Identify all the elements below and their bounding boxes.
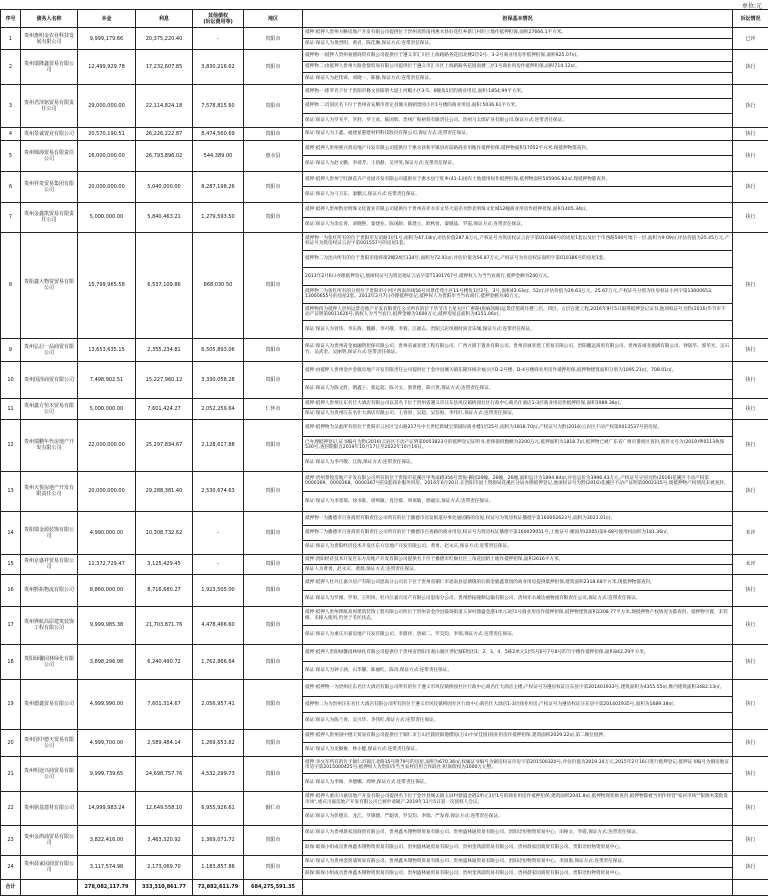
table-row <box>1 679 768 696</box>
guarantee-detail: 保证:保证人为龙佩俊、林小健,保证方式:连带责任保证。 <box>303 743 733 757</box>
table-row <box>1 729 768 743</box>
litigation-status: 已评 <box>733 28 768 50</box>
debtor-name: 贵州铭基建材有限公司 <box>21 791 78 825</box>
interest-value: 10,308,732.62 <box>136 511 193 554</box>
interest-value: 3,463,320.92 <box>136 825 193 855</box>
guarantee-detail: 抵押:抵押人贵州铧航高原建筑装饰工程有限公司所位于贵州省金沙县鼓场街道玉屏村鼎盛金港1单元3层1号商业用房作抵押担保,抵押物建筑面积2308.77平方米,现抵押物产权情况为都查封。抵押物空置、未装修、未移入使用,仍处于毛坯状态。 <box>303 606 733 625</box>
row-number: 14 <box>1 511 21 554</box>
interest-value: 15,227,960.12 <box>136 361 193 398</box>
guarantee-detail: 抵押:抵押人贵州方略房地产开发有限公司提供位于贵州省黔南州惠水县好花红乡新门村的土地作抵押担保,面积27666.1平方米。 <box>303 28 733 39</box>
row-number: 5 <box>1 140 21 171</box>
table-row <box>1 855 768 867</box>
total-row <box>1 879 768 895</box>
principal-value: 16,000,000.00 <box>78 140 136 171</box>
guarantee-detail: 已办理抵押登记,证书编号为黔(2016)云岩区不动产证明第0053823号的抵押登记证明书,担保债权数额为2200万元,抵押面积为1818.7㎡,抵押物已被广东省广州市番禺区查封,查封文号为(2019)粤0113执保530号,查封期限自2019年10月17日至2022年10月16日。 <box>303 437 733 454</box>
interest-value: 6,537,109.86 <box>136 232 193 338</box>
region: 贵阳市 <box>244 606 303 644</box>
guarantee-detail: 保证:保证人为刁卫东、秦鹏云,保证方式:连带责任保证。 <box>303 187 733 203</box>
header-status: 诉讼情况 <box>733 10 768 28</box>
litigation-status: 执行 <box>733 140 768 171</box>
debtor-name: 贵州明途兴商贸易有限公司 <box>21 756 78 791</box>
guarantee-detail: 抵押物一:抵押人贵州豪德商贸有限公司提供位于遵义市汇川区上海路路各花园北楼2层2号、3-2号商业用房作抵押担保,面积925.07㎡。 <box>303 50 733 62</box>
principal-value: 9,999,179.66 <box>78 28 136 50</box>
debtor-name: 贵州国泽商贸有限公司 <box>21 361 78 398</box>
guarantee-detail: 保证:保证人为罗刚、罗勇、王明凤、杜丹江嘉兴房产有限公司思南分公司、贵州黔拓隆顺运输有限公司、贵州赤水城达丽物流有限责任公司,保证方式:连带责任保证。 <box>303 590 733 606</box>
row-number: 15 <box>1 554 21 574</box>
region: 贵阳市 <box>244 574 303 606</box>
row-number: 16 <box>1 574 21 606</box>
principal-value: 22,000,000.00 <box>78 419 136 471</box>
litigation-status: 执行 <box>733 398 768 419</box>
row-number: 4 <box>1 127 21 140</box>
table-row <box>1 84 768 98</box>
guarantee-detail: 抵押物一:係罗名下位于贵阳市修文县阳明大道上河畈小区3-5、6幢负1层的商业用房,面积:1854.99平方米。 <box>303 84 733 98</box>
table-row <box>1 756 768 774</box>
principal-value: 20,000,000.00 <box>78 471 136 511</box>
other-claims-value: 6,955,926.61 <box>193 791 244 825</box>
guarantee-detail: 保证:保证人为赵文鹏、李舜芳、王俏静、吴世英,保证方式:连带责任保证。 <box>303 156 733 172</box>
interest-value: 2,355,234.81 <box>136 338 193 361</box>
guarantee-detail: 抵押:抵押人贵阳绿馨园林绿化有限公司提供位于贵州省贵阳市观山湖区世纪城E组团1、2、3、4、5栋2单元1层5号6号7号8号的写字楼作抵押担保,面积842.29平方米。 <box>303 644 733 662</box>
guarantee-detail: 抵押物一为张红所有的位于贵阳市友谊路1层1号,面积为47.18㎡,评估价值287.8万元,产权证号为筑房权证云岩字第010386号的房屋1套以及位于市西路590号地下一层,面积为9.09㎡,评估价值为25.45万元,产权证号为筑房权证云岩字第001557号的房屋1套。 <box>303 232 733 250</box>
total-empty <box>733 879 768 895</box>
interest-value: 2,173,069.70 <box>136 855 193 879</box>
principal-value: 12,499,929.78 <box>78 50 136 85</box>
interest-value: 6,240,490.72 <box>136 644 193 679</box>
guarantee-detail: 抵押:贵州景悦房地产开发有限公司所有的位于贵阳市花溪区甲秀南路356号景悦·御园26幢、26幢、26幢,面积总计为1894.84㎡,评估总价为3996.43万元,产权证号分别为黔(2016)花溪区不动产权第0000369、0000368、0000367号的3套商业服务用房。2016年6月20日,在贵阳市国土资源局花溪区分局办理抵押登记,他项权证号为黔(2016)花溪区不动产证明第0002315号,现抵押物产权情况未被查封。 <box>303 471 733 491</box>
table-row <box>1 398 768 409</box>
litigation-status: 执行 <box>733 644 768 679</box>
guarantee-detail: 抵押物三为张红所有的分别位于贵阳市小河区西南环线56号风景佳苑小区11号楼负1层2号、3号,面积43.63㎡、52㎡,评估价值为29.63万元、25.67万元,产权证号分别为住房权证小河字第13000653、13000655号的房屋2套。2013年2月7日办理抵押登记,抵押权人为贵阳市当当农商行,抵押金额为40万元。 <box>303 285 733 303</box>
debtor-name: 贵州景诚置业有限公司 <box>21 127 78 140</box>
litigation-status: 执行 <box>733 679 768 729</box>
other-claims-value: 8,474,560.69 <box>193 127 244 140</box>
debtor-name: 贵州金鑫凯贸易有限责任公司 <box>21 202 78 232</box>
total-principal: 278,082,117.79 <box>78 879 136 895</box>
row-number: 8 <box>1 232 21 338</box>
principal-value: 8,860,000.00 <box>78 574 136 606</box>
principal-value: 4,999,990.00 <box>78 679 136 729</box>
table-row <box>1 825 768 840</box>
row-number: 3 <box>1 84 21 127</box>
other-claims-value: 2,052,259.64 <box>193 398 244 419</box>
table-row <box>1 361 768 380</box>
region: 贵阳市 <box>244 511 303 554</box>
guarantee-detail: 保证:保证人为贵州晨家园商贸有限公司、贵州鑫木翔物资贸易有限公司、贵州盛林通贸易有限公司、贵阳诠恒物资贸易中心、田俊文、罗霞,保证方式:连带责任保证。 <box>303 825 733 840</box>
region: 贵阳市 <box>244 729 303 756</box>
other-claims-value: - <box>193 554 244 574</box>
region: 贵阳市 <box>244 127 303 140</box>
row-number: 1 <box>1 28 21 50</box>
debtor-name: 贵阳鑫大物资贸易有限公司 <box>21 232 78 338</box>
litigation-status: 未评 <box>733 511 768 554</box>
other-claims-value: 4,478,466.60 <box>193 606 244 644</box>
principal-value: 3,898,296.98 <box>78 644 136 679</box>
row-number: 11 <box>1 398 21 419</box>
debtor-name: 贵州祥贵贸易集团有限公司 <box>21 171 78 202</box>
region: 贵阳市 <box>244 202 303 232</box>
guarantee-detail: 抵押:抵押人杜丹江嘉兴房产有限公司思南分公司名下位于贵州省铜仁市思南县思塘镇的后街金鹿鑫景园的商业用房提供抵押担保,建筑面积2318.68平方米,现抵押物都查封。 <box>303 574 733 590</box>
litigation-status: 执行 <box>733 361 768 398</box>
guarantee-detail: 保证:保证人为罗先平、罗舒、罗上欢、陈国辉、贵州广和裕贸有限责任公司、贵州马太郎矿业有限公司,保证方式:连带责任保证。 <box>303 113 733 127</box>
litigation-status: 执行 <box>733 574 768 606</box>
debtor-name: 贵州惠明金农业科技发展有限公司 <box>21 28 78 50</box>
debtor-name: 贵阳瑞金源装饰有限公司 <box>21 511 78 554</box>
other-claims-value: 868,030.50 <box>193 232 244 338</box>
other-claims-value: 1,762,866.64 <box>193 644 244 679</box>
guarantee-detail: 保证人为黄勇、赵永庆、黄群,保证方式:连带责任保证。 <box>303 564 733 574</box>
guarantee-detail: 保证:保证人为黄晋明、黄君、陈佳琳,保证方式:连带责任保证。 <box>303 39 733 50</box>
litigation-status: 执行 <box>733 756 768 791</box>
other-claims-value: 1,269,653.82 <box>193 729 244 756</box>
table-row <box>1 171 768 187</box>
guarantee-detail: 联保:联保小组成员贵州鑫木翔物资贸易有限公司、贵州盛林通贸易有限公司、贵州金鸿浦贸易有限公司、贵州晨家园商贸有限公司、贵阳诠恒物资贸易中心。 <box>303 867 733 879</box>
row-number: 24 <box>1 855 21 879</box>
debtor-name: 贵州晨家园商贸有限公司 <box>21 855 78 879</box>
table-row <box>1 419 768 436</box>
table-row <box>1 511 768 525</box>
guarantee-detail: 保证:保证人为重庆川嘉房地产开发有限公司、李鼎祥、唐硕二、罗昊均、李瑞,保证方式:连带责任保证。 <box>303 625 733 644</box>
principal-value: 11,372,729.47 <box>78 554 136 574</box>
principal-value: 13,653,635.15 <box>78 338 136 361</box>
total-interest: 333,310,861.77 <box>136 879 193 895</box>
principal-value: 4,999,700.00 <box>78 729 136 756</box>
row-number: 12 <box>1 419 21 471</box>
region: 铜仁市 <box>244 791 303 825</box>
debtor-name: 贵州金鸿浦贸易有限公司 <box>21 825 78 855</box>
guarantee-detail: 抵押物二为沈兵所有的位于贵阳市指挥街2幢24层134号,面积为72.91㎡,评估价值为56.87万元,产权证号为住房权证南明字第010386号的房屋1套。 <box>303 250 733 268</box>
other-claims-value: 1,369,071.72 <box>193 825 244 855</box>
region: 惠水县 <box>244 140 303 171</box>
interest-value: 12,649,558.10 <box>136 791 193 825</box>
other-claims-value: - <box>193 511 244 554</box>
guarantee-detail: 保证:保证人为李景瑞、徐书淮、周鸣敏、肖臣群、周承敏、郭福宗,保证方式:连带责任保证。 <box>303 491 733 511</box>
header-debtor: 债务人名称 <box>21 10 78 28</box>
region: 贵阳市 <box>244 50 303 85</box>
guarantee-detail: 联保:联保小组成员贵州鑫木翔物资贸易有限公司、贵州盛林通贸易有限公司、贵州金鸿浦贸易有限公司、贵州晨家园商贸有限公司、贵阳诠恒物资贸易中心。 <box>303 840 733 855</box>
row-number: 13 <box>1 471 21 511</box>
other-claims-value: 2,530,674.63 <box>193 471 244 511</box>
litigation-status: 执行 <box>733 50 768 85</box>
guarantee-detail: 保证:保证人为余长青、刘晓艳、秦建业、陈国龄、陈建立、欧秋恒、秦晓晶、罗霞,保证方式:连带责任保证。 <box>303 217 733 232</box>
principal-value: 29,000,000.00 <box>78 84 136 127</box>
region: 贵阳市 <box>244 84 303 127</box>
other-claims-value: 2,128,617.88 <box>193 419 244 471</box>
table-row <box>1 644 768 662</box>
principal-value: 20,570,190.51 <box>78 127 136 140</box>
litigation-status: 执行 <box>733 729 768 756</box>
principal-value: 7,498,902.51 <box>78 361 136 398</box>
guarantee-detail: 抵押:抵押人重庆川嘉房地产开发有限公司提供名下位于金沙县城关镇玉屏村鼎盛金港1单元1层1号的商业用房作抵押担保,建筑面积2041.8㎡,抵押物现状被查封,抵押物都被当用作经营"家居市场""银源木業批发市场",重庆川嘉房地产开发有限公司已被申请破产,2019年11月5日第一次债权人会议。 <box>303 791 733 808</box>
guarantee-detail: 保证:保证人为赵伟舜、刘晓一、陈静,保证方式:连带责任保证。 <box>303 73 733 85</box>
debtor-name: 贵州德鑫贸易有限公司 <box>21 679 78 729</box>
guarantee-detail: 保证:保证人为李俊、李德娜、周婷,保证方式:连带责任保证。 <box>303 774 733 792</box>
interest-value: 17,232,607.85 <box>136 50 193 85</box>
other-claims-value: 1,183,857.88 <box>193 855 244 879</box>
row-number: 22 <box>1 791 21 825</box>
guarantee-detail: 抵押:抵押人贵州宁旺源花卉产业园开发有限公司提供位于惠水县宁旺乡(41-1)国有土地使用权作抵押担保,抵押物面积505906.82㎡,现抵押物都查封。 <box>303 171 733 187</box>
litigation-status: 执行 <box>733 471 768 511</box>
table-row <box>1 28 768 39</box>
row-number: 21 <box>1 756 21 791</box>
guarantee-detail: 保证:保证人为贵州金鸿浦贸易有限公司、贵州鑫木翔物资贸易有限公司、贵州盛林通贸易有限公司、贵阳诠恒物资贸易中心、李国康,保证方式:连带责任保证。 <box>303 855 733 867</box>
header-other: 其他债权 (诉讼费用等) <box>193 10 244 28</box>
debtor-name: 贵州黔拓物流有限公司 <box>21 574 78 606</box>
table-row <box>1 127 768 140</box>
other-claims-value: 8,287,198.26 <box>193 171 244 202</box>
guarantee-detail: 保证:保证人为贵州省金福融资担保有限公司、贵州省诚亚建工程有限公司、广西方圆丰置业有限公司、贵州省诚亚建工贸易有限公司、贵阳鹏远商贸有限公司、贵州省诚亚烟酒有限公司、钟韬华、郭华光、吴石竹、吴武金、吴丽明,保证方式:连带责任保证。 <box>303 338 733 361</box>
interest-value: 29,288,381.40 <box>136 471 193 511</box>
table-header <box>1 10 768 28</box>
table-row <box>1 791 768 808</box>
guarantee-detail: 保证:保证人为彭德友、龙江、罗锦德、严聪勇、罗昊均、李瑞、严发春,保证方式:连带责任保证。 <box>303 808 733 825</box>
debtor-name: 贵州瑞隆鑫贸易有限公司 <box>21 50 78 85</box>
interest-value: 5,840,463.21 <box>136 202 193 232</box>
principal-value: 14,999,983.24 <box>78 791 136 825</box>
interest-value: 20,375,220.40 <box>136 28 193 50</box>
region: 贵阳市 <box>244 644 303 679</box>
principal-value: 15,799,965.58 <box>78 232 136 338</box>
header-no: 序号 <box>1 10 21 28</box>
region: 贵阳市 <box>244 28 303 50</box>
table-row <box>1 471 768 491</box>
principal-value: 9,999,739.65 <box>78 756 136 791</box>
table-row <box>1 50 768 62</box>
principal-value: 9,999,985.38 <box>78 606 136 644</box>
table-row <box>1 574 768 590</box>
header-principal: 本金 <box>78 10 136 28</box>
debtor-name: 贵州国中德天贸易有限公司 <box>21 729 78 756</box>
guarantee-detail: 抵押:贵阳经济技术开发区东方房地产开发有限公司提供名下位于播德市红枫社区三角花园的土地作抵押担保,面积2616平方米。 <box>303 554 733 564</box>
interest-value: 8,716,680.27 <box>136 574 193 606</box>
row-number: 20 <box>1 729 21 756</box>
interest-value: 7,601,424.27 <box>136 398 193 419</box>
table-row <box>1 140 768 156</box>
total-other: 72,882,611.79 <box>193 879 244 895</box>
region: 贵阳市 <box>244 171 303 202</box>
region: 贵阳市 <box>244 338 303 361</box>
principal-value: 5,000,000.00 <box>78 202 136 232</box>
guarantee-detail: 保证:保证人为贵州汪东名仕大酒店有限公司、王春原、吴超、吴信海、李伟红,保证方式:连带责任保证。 <box>303 409 733 420</box>
guarantee-detail: 保证:保证人为李可敬、江海,保证方式:连带责任保证。 <box>303 454 733 471</box>
interest-value: 5,040,000.00 <box>136 171 193 202</box>
region: 贵阳市 <box>244 419 303 471</box>
litigation-status: 执行 <box>733 419 768 471</box>
row-number: 18 <box>1 644 21 679</box>
row-number: 19 <box>1 679 21 729</box>
litigation-status: 执行 <box>733 338 768 361</box>
other-claims-value: 3,330,058.28 <box>193 361 244 398</box>
interest-value: 21,703,871.76 <box>136 606 193 644</box>
table-row <box>1 606 768 625</box>
guarantee-detail: 抵押:由抵押人贵州金沙金敏房地产开发有限责任公司提供位于金沙县城关镇东隆环线幸福小区D-2号楼、D-4号楼商业用房作抵押担保,抵押物建筑面积分别为1095.21㎡、708.01㎡。 <box>303 361 733 380</box>
principal-value: 5,000,000.00 <box>78 398 136 419</box>
other-claims-value: 7,578,815.60 <box>193 84 244 127</box>
guarantee-detail: 抵押:抵押人贵州惠兴鸿房地产开发有限公司提供位于惠水县和平镇县府前路商业用地作抵押担保,抵押物面积17052平方米,现抵押物都查封。 <box>303 140 733 156</box>
debtor-name: 贵州君泽铭贸易有限责任公司 <box>21 84 78 127</box>
guarantee-detail: 保证:保证人为陈文胜、钢鑫子、蔡远超、陈兴文、郭贵德、陈兴贵,保证方式:连带责任保证。 <box>303 380 733 399</box>
interest-value: 3,125,429.45 <box>136 554 193 574</box>
debtor-name: 贵州鑫方恒木贸易有限公司 <box>21 398 78 419</box>
region: 贵阳市 <box>244 554 303 574</box>
unit-label: 单位:元 <box>741 3 762 10</box>
debtor-name: 贵州天悦房地产开发有限责任公司 <box>21 471 78 511</box>
litigation-status: 执行 <box>733 791 768 825</box>
other-claims-value: 6,505,893.06 <box>193 338 244 361</box>
guarantee-detail: 抵押物二为播德市百喜商贸有限责任公司所有的位于播德市百喜路的商业用房,权证号为筑房权证播德字第160029051号,土地证号:播国用(2005)第II-68号使用权面积为181.36㎡。 <box>303 526 733 540</box>
region: 仁怀市 <box>244 398 303 419</box>
row-number: 6 <box>1 171 21 202</box>
guarantee-detail: 抵押物四为抵押人贵州远景房地产开发有限责任公司所有的位于毕节市七星关区广惠路(原麻园路)远景佳苑商住楼三层、四层、五层在建工程,2016年9月5日取得抵押登记证书,他项权证号为黔(2016)毕节市不动产证明第0011626号,债权人为当当农行,抵押金额为1600万元,抵押房屋总面积为4151.06㎡。 <box>303 303 733 321</box>
principal-value: 3,117,574.98 <box>78 855 136 879</box>
table-row <box>1 202 768 217</box>
guarantee-detail: 抵押:抵押物为吴彪所有的位于贵阳市云岩区宝山路217号中天世纪新城宝瑞国际商业楼1层25号,面积为1818.70㎡,产权证号为黔(2016)云岩区不动产权第0013537号的房屋。 <box>303 419 733 436</box>
guarantee-detail: 保证:保证人为陈兰春、吴兴华、李伟红,保证方式:连带责任保证。 <box>303 713 733 730</box>
debtor-name: 贵州锦海贸易有限责任公司 <box>21 140 78 171</box>
region: 贵阳市 <box>244 825 303 855</box>
total-empty <box>21 879 78 895</box>
region: 贵阳市 <box>244 471 303 511</box>
table-row <box>1 232 768 250</box>
interest-value: 26,793,896.02 <box>136 140 193 171</box>
debtor-name: 贵州铧航高原建筑装饰工程有限公司 <box>21 606 78 644</box>
guarantee-detail: 2013年2月6日办理抵押登记,他项权证号为筑房他证云岩字第T1301767号,抵押权人为当当农商行,抵押金额为240万元。 <box>303 268 733 286</box>
litigation-status: 执行 <box>733 825 768 855</box>
principal-value: 20,000,000.00 <box>78 171 136 202</box>
row-number: 23 <box>1 825 21 855</box>
litigation-status: 执行 <box>733 202 768 232</box>
other-claims-value: 1,279,593.50 <box>193 202 244 232</box>
litigation-status: 执行 <box>733 84 768 127</box>
interest-value: 22,114,824.18 <box>136 84 193 127</box>
other-claims-value: 544,389.00 <box>193 140 244 171</box>
other-claims-value: 4,532,299.73 <box>193 756 244 791</box>
total-label: 合计 <box>1 879 21 895</box>
guarantee-detail: 保证:保证人为王鑫、福建星港建材料科技股份有限公司,保证方式:连带责任保证。 <box>303 127 733 140</box>
region: 贵阳市 <box>244 855 303 879</box>
region: 贵阳市 <box>244 232 303 338</box>
litigation-status: 执行 <box>733 606 768 644</box>
other-claims-value: - <box>193 28 244 50</box>
debt-table <box>0 9 768 896</box>
other-claims-value: 1,923,505.00 <box>193 574 244 606</box>
debtor-name: 贵州京盛祥贸易有限公司 <box>21 554 78 574</box>
guarantee-detail: 抵押物二:肖国民名下位于贵州省安顺市普定县城关镇朝景园小区1号楼的商业用房,面积:5036.61平方米。 <box>303 99 733 113</box>
other-claims-value: 3,830,216.62 <box>193 50 244 85</box>
row-number: 17 <box>1 606 21 644</box>
row-number: 10 <box>1 361 21 398</box>
other-claims-value: 2,056,957.41 <box>193 679 244 729</box>
row-number: 2 <box>1 50 21 85</box>
guarantee-detail: 保证:保证人为贵阳经济技术开发区东方房地产开发有限公司、黄勇、赵永庆,保证方式:连带责任保证。 <box>303 540 733 554</box>
guarantee-detail: 抵押:抵押人贵州黔北明珠文化置业有限公司提供位于贵州省赤水市文华大道赤水黔北明珠文化城12幢商业用房作抵押担保,面积1405.34㎡。 <box>303 202 733 217</box>
litigation-status: 执行 <box>733 127 768 140</box>
guarantee-detail: 抵押:李文军所有的位于铜仁市锦江北路15号附79号的房屋,面积为670.36㎡,权属证书编号为铜房权证市房字第201500320号,评估价值为2019.34万元,2015年2月16日进行抵押登记,抵押证书编号为铜房他证市房字第2015000425号,抵押权人为贵阳市当当农村信用合作联社,担保债权为1000万元整。 <box>303 756 733 774</box>
region: 贵阳市 <box>244 679 303 729</box>
table-row <box>1 338 768 361</box>
debtor-name: 贵阳绿馨园林绿化有限公司 <box>21 644 78 679</box>
header-guarantee: 担保基本情况 <box>303 10 733 28</box>
row-number: 7 <box>1 202 21 232</box>
total-empty <box>303 879 733 895</box>
table-row <box>1 554 768 564</box>
region: 贵阳市 <box>244 361 303 398</box>
row-number: 9 <box>1 338 21 361</box>
header-region: 地区 <box>244 10 303 28</box>
interest-value: 2,589,484.14 <box>136 729 193 756</box>
guarantee-detail: 抵押:抵押物一为贵州汪东名仕大酒店有限公司所有的位于遵义市风仪镇桥园社区行政中心商名仕大酒店主楼,产权证号为遵房权证汪东县字第201401933号,建筑面积为4355.55㎡,维内建筑面积3482.13㎡。 <box>303 679 733 696</box>
total-grand: 684,275,591.35 <box>244 879 303 895</box>
guarantee-detail: 保证:保证人为曾伟、李东海、魏静、李可敬、李蓉、江福志、贵阳云岩凤凰时尚音乐城,保证方式:连带责任保证。 <box>303 321 733 339</box>
principal-value: 4,990,000.00 <box>78 511 136 554</box>
litigation-status: 执行 <box>733 171 768 202</box>
header-interest: 利息 <box>136 10 193 28</box>
debtor-name: 贵州弘启一品商贸有限公司 <box>21 338 78 361</box>
litigation-status: 执行 <box>733 232 768 338</box>
litigation-status: 执行 <box>733 855 768 879</box>
interest-value: 26,226,222.87 <box>136 127 193 140</box>
principal-value: 3,822,416.00 <box>78 825 136 855</box>
region: 贵阳市 <box>244 756 303 791</box>
guarantee-detail: 抵押物一为播德市百喜商贸有限责任公司所有的位于播德市省发街道办事处通园路的房屋,权证号为筑房权证播德字第160002623号,面积为3021.01㎡。 <box>303 511 733 525</box>
interest-value: 25,297,834.67 <box>136 419 193 471</box>
guarantee-detail: 抵押物二:由抵押人贵州大路金鼎贸易有限公司提供位于遵义市汇川区上海路路各花园南楼三层1号商业用房作抵押担保,面积714.12㎡。 <box>303 61 733 73</box>
guarantee-detail: 抵押物二为为贵州汪东名仕大酒店有限公司所有的位于遵义市风仪镇桥园社区行政中心商名仕大酒店1-3层商业用房,产权证号为遵房权证汪东县字第201401935号,面积为1689.38㎡。 <box>303 696 733 713</box>
litigation-status: 未评 <box>733 554 768 574</box>
guarantee-detail: 保证:保证人为钟子涵、石华馨、陈丽红、陈涛,保证方式:连带责任保证。 <box>303 662 733 680</box>
interest-value: 24,698,757.76 <box>136 756 193 791</box>
guarantee-detail: 抵押:抵押人贵州汪东名仕大酒店有限公司以其名下位于贵州省遵义市汪东县风仪镇桥园社区行政中心商名仕酒店1-3层商业用房作抵押担保,面积1989.38㎡。 <box>303 398 733 409</box>
guarantee-detail: 抵押:抵押人贵州国中德天贸易有限公司提供位于铜仁市万山区銘欣街地標房(万山中昇佳园)商业用房作抵押担保,建筑面积2029.22㎡,第二顺位抵押。 <box>303 729 733 743</box>
interest-value: 7,601,314.67 <box>136 679 193 729</box>
debtor-name: 贵州瑞鹏年代房地产开发有限公司 <box>21 419 78 471</box>
